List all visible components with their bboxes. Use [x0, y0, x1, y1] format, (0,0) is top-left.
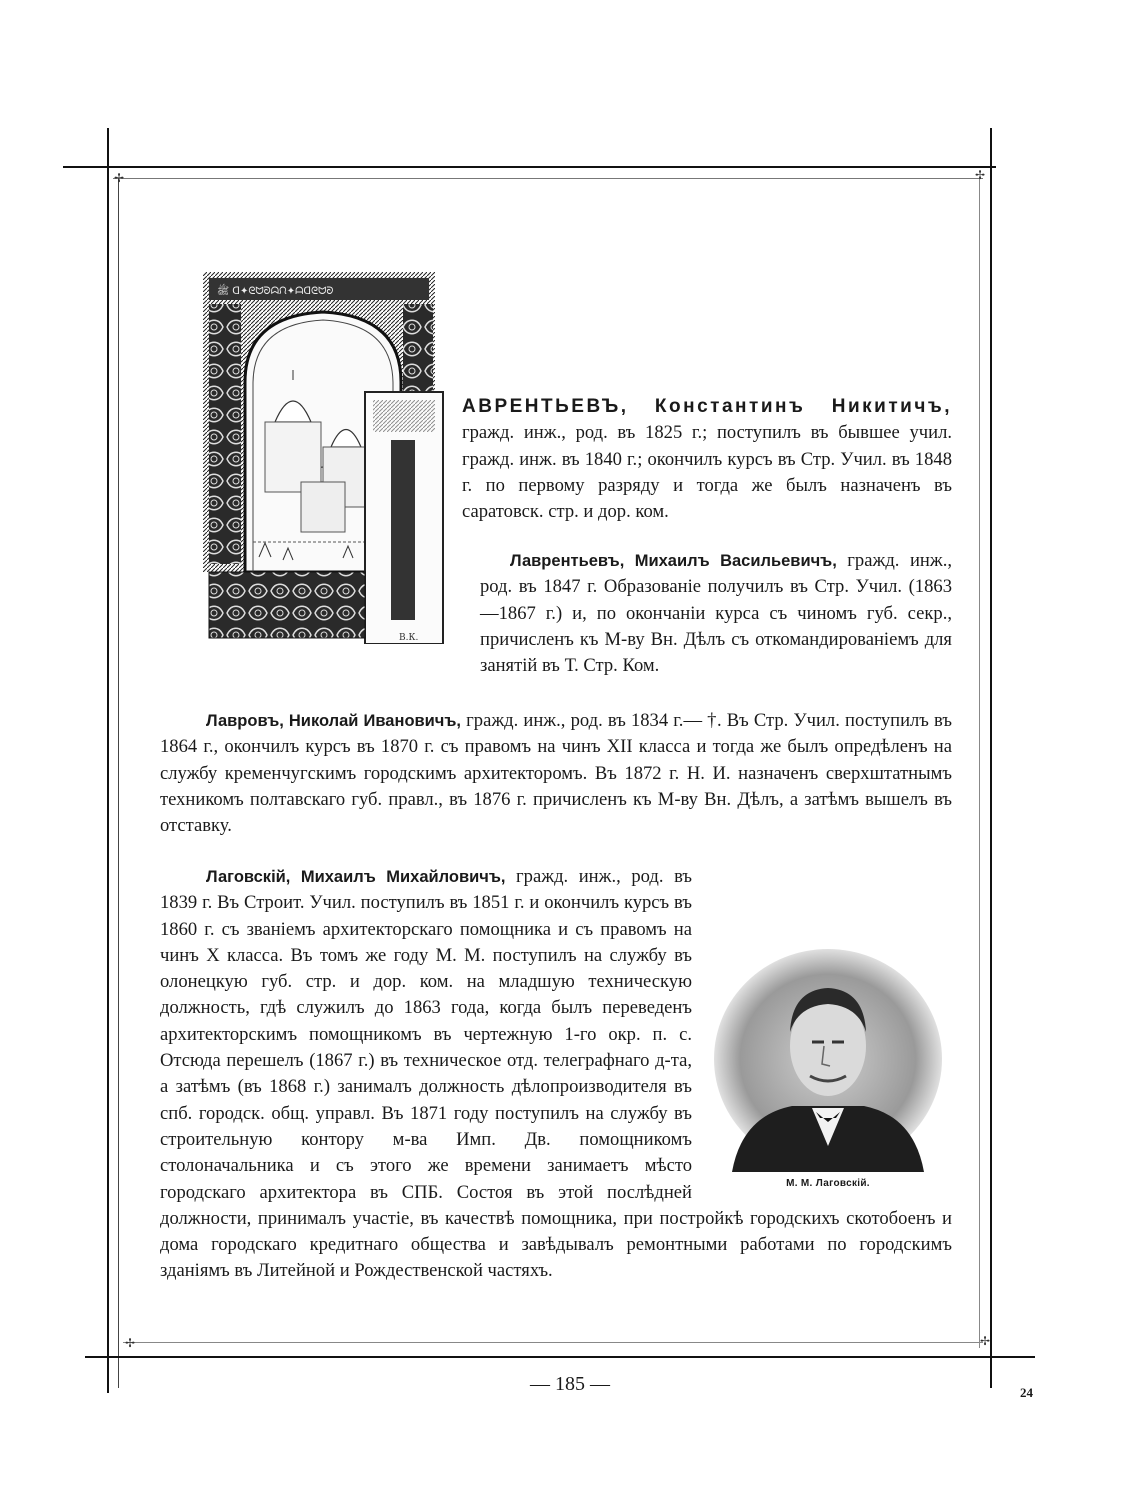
entry-avrentiev [462, 394, 952, 525]
corner-mark-tl: ✢ [114, 171, 125, 185]
svg-text:ﷺ ᗡ✦ᘓᗢᘐᗣᙁ✦ᗩᗡᘓᗢᘐ: ﷺ ᗡ✦ᘓᗢᘐᗣᙁ✦ᗩᗡᘓᗢᘐ [217, 286, 334, 297]
top-rule [63, 166, 996, 168]
left-rule [107, 128, 109, 1393]
corner-mark-tr: ✢ [975, 168, 986, 182]
sheet-number: 24 [1020, 1385, 1033, 1400]
entry-name: Лавровъ, Николай Ивановичъ, [206, 712, 462, 730]
left-rule-inner [118, 178, 119, 1388]
entry-text: гражд. инж., род. въ 1825 г.; поступилъ въ бывшее учил. гражд. инж. въ 1840 г.; окончилъ курсъ въ Стр. Учил. въ 1848 г. по первому разряду и тогда же былъ назначенъ въ саратовск. стр. и дор. ком. [462, 422, 952, 523]
corner-mark-br: ✢ [980, 1334, 991, 1348]
bottom-rule-dashed [123, 1342, 983, 1343]
entry-lavrentiev [480, 548, 952, 679]
entry-name: Лаврентьевъ, Михаилъ Васильевичъ, [510, 552, 837, 570]
portrait-caption: М. М. Лаговскій. [786, 1178, 870, 1189]
architecture-illustration [203, 272, 445, 644]
right-rule-inner [979, 178, 980, 1348]
bottom-rule [85, 1356, 1035, 1358]
top-rule-dashed [113, 178, 983, 179]
entry-text: гражд. инж., род. въ 1834 г.— †. Въ Стр. Учил. поступилъ въ 1864 г., окончилъ курсъ въ 1870 г. съ правомъ на чинъ XII класса и тогда же былъ опредѣленъ на службу кременчугскимъ городскимъ архитекторомъ. Въ 1872 г. Н. И. назначенъ сверхштатнымъ техникомъ полтавскаго губ. правл., въ 1876 г. причисленъ къ М-ву Вн. Дѣлъ, а затѣмъ вышелъ въ отставку. [160, 710, 952, 837]
right-rule [990, 128, 992, 1388]
illustration-signature: В.К. [399, 633, 419, 643]
entry-text: гражд. инж., род. въ 1847 г. Образованіе получилъ въ Стр. Учил. (1863—1867 г.) и, по окончаніи курса съ чиномъ губ. секр., причисленъ къ М-ву Вн. Дѣлъ съ откомандированіемъ для занятій въ Т. Стр. Ком. [480, 550, 952, 677]
corner-mark-bl: ✢ [125, 1336, 136, 1350]
entry-name: АВРЕНТЬЕВЪ, Константинъ Никитичъ, [462, 396, 952, 417]
entry-name: Лаговскій, Михаилъ Михайловичъ, [206, 868, 506, 886]
entry-lavrov [160, 708, 952, 839]
page-number: — 185 — [530, 1373, 610, 1395]
portrait-photo [712, 946, 944, 1172]
entry-text: гражд. инж., род. въ 1839 г. Въ Строит. Учил. поступилъ въ 1851 г. и окончилъ курсъ въ 1860 г. съ званіемъ архитекторскаго помощника и съ правомъ на чинъ X класса. Въ томъ же году М. М. поступилъ на службу въ олонецкую губ. стр. и дор. ком. на младшую техническую должность, гдѣ служилъ до 1863 года, когда былъ переведенъ архитекторскимъ помощникомъ въ чертежную 1-го окр. п. с. Отсюда перешелъ (1867 г.) въ техническое отд. телеграфнаго д-та, а затѣмъ (въ 1868 г.) занималъ должность дѣлопроизводителя въ спб. городск. общ. управл. Въ 1871 году поступилъ на службу въ строительную контору м-ва Имп. Дв. помощникомъ столоначальника и съ этого же времени занимаетъ мѣсто городскаго архитектора въ СПБ. Состоя въ этой послѣдней должности, принималъ участіе, въ качествѣ помощника, при постройкѣ городскихъ скотобоенъ и дома городскаго кредитнаго общества и завѣдывалъ ремонтными работами по городскимъ зданіямъ въ Литейной и Рождественской частяхъ. [160, 866, 952, 1282]
